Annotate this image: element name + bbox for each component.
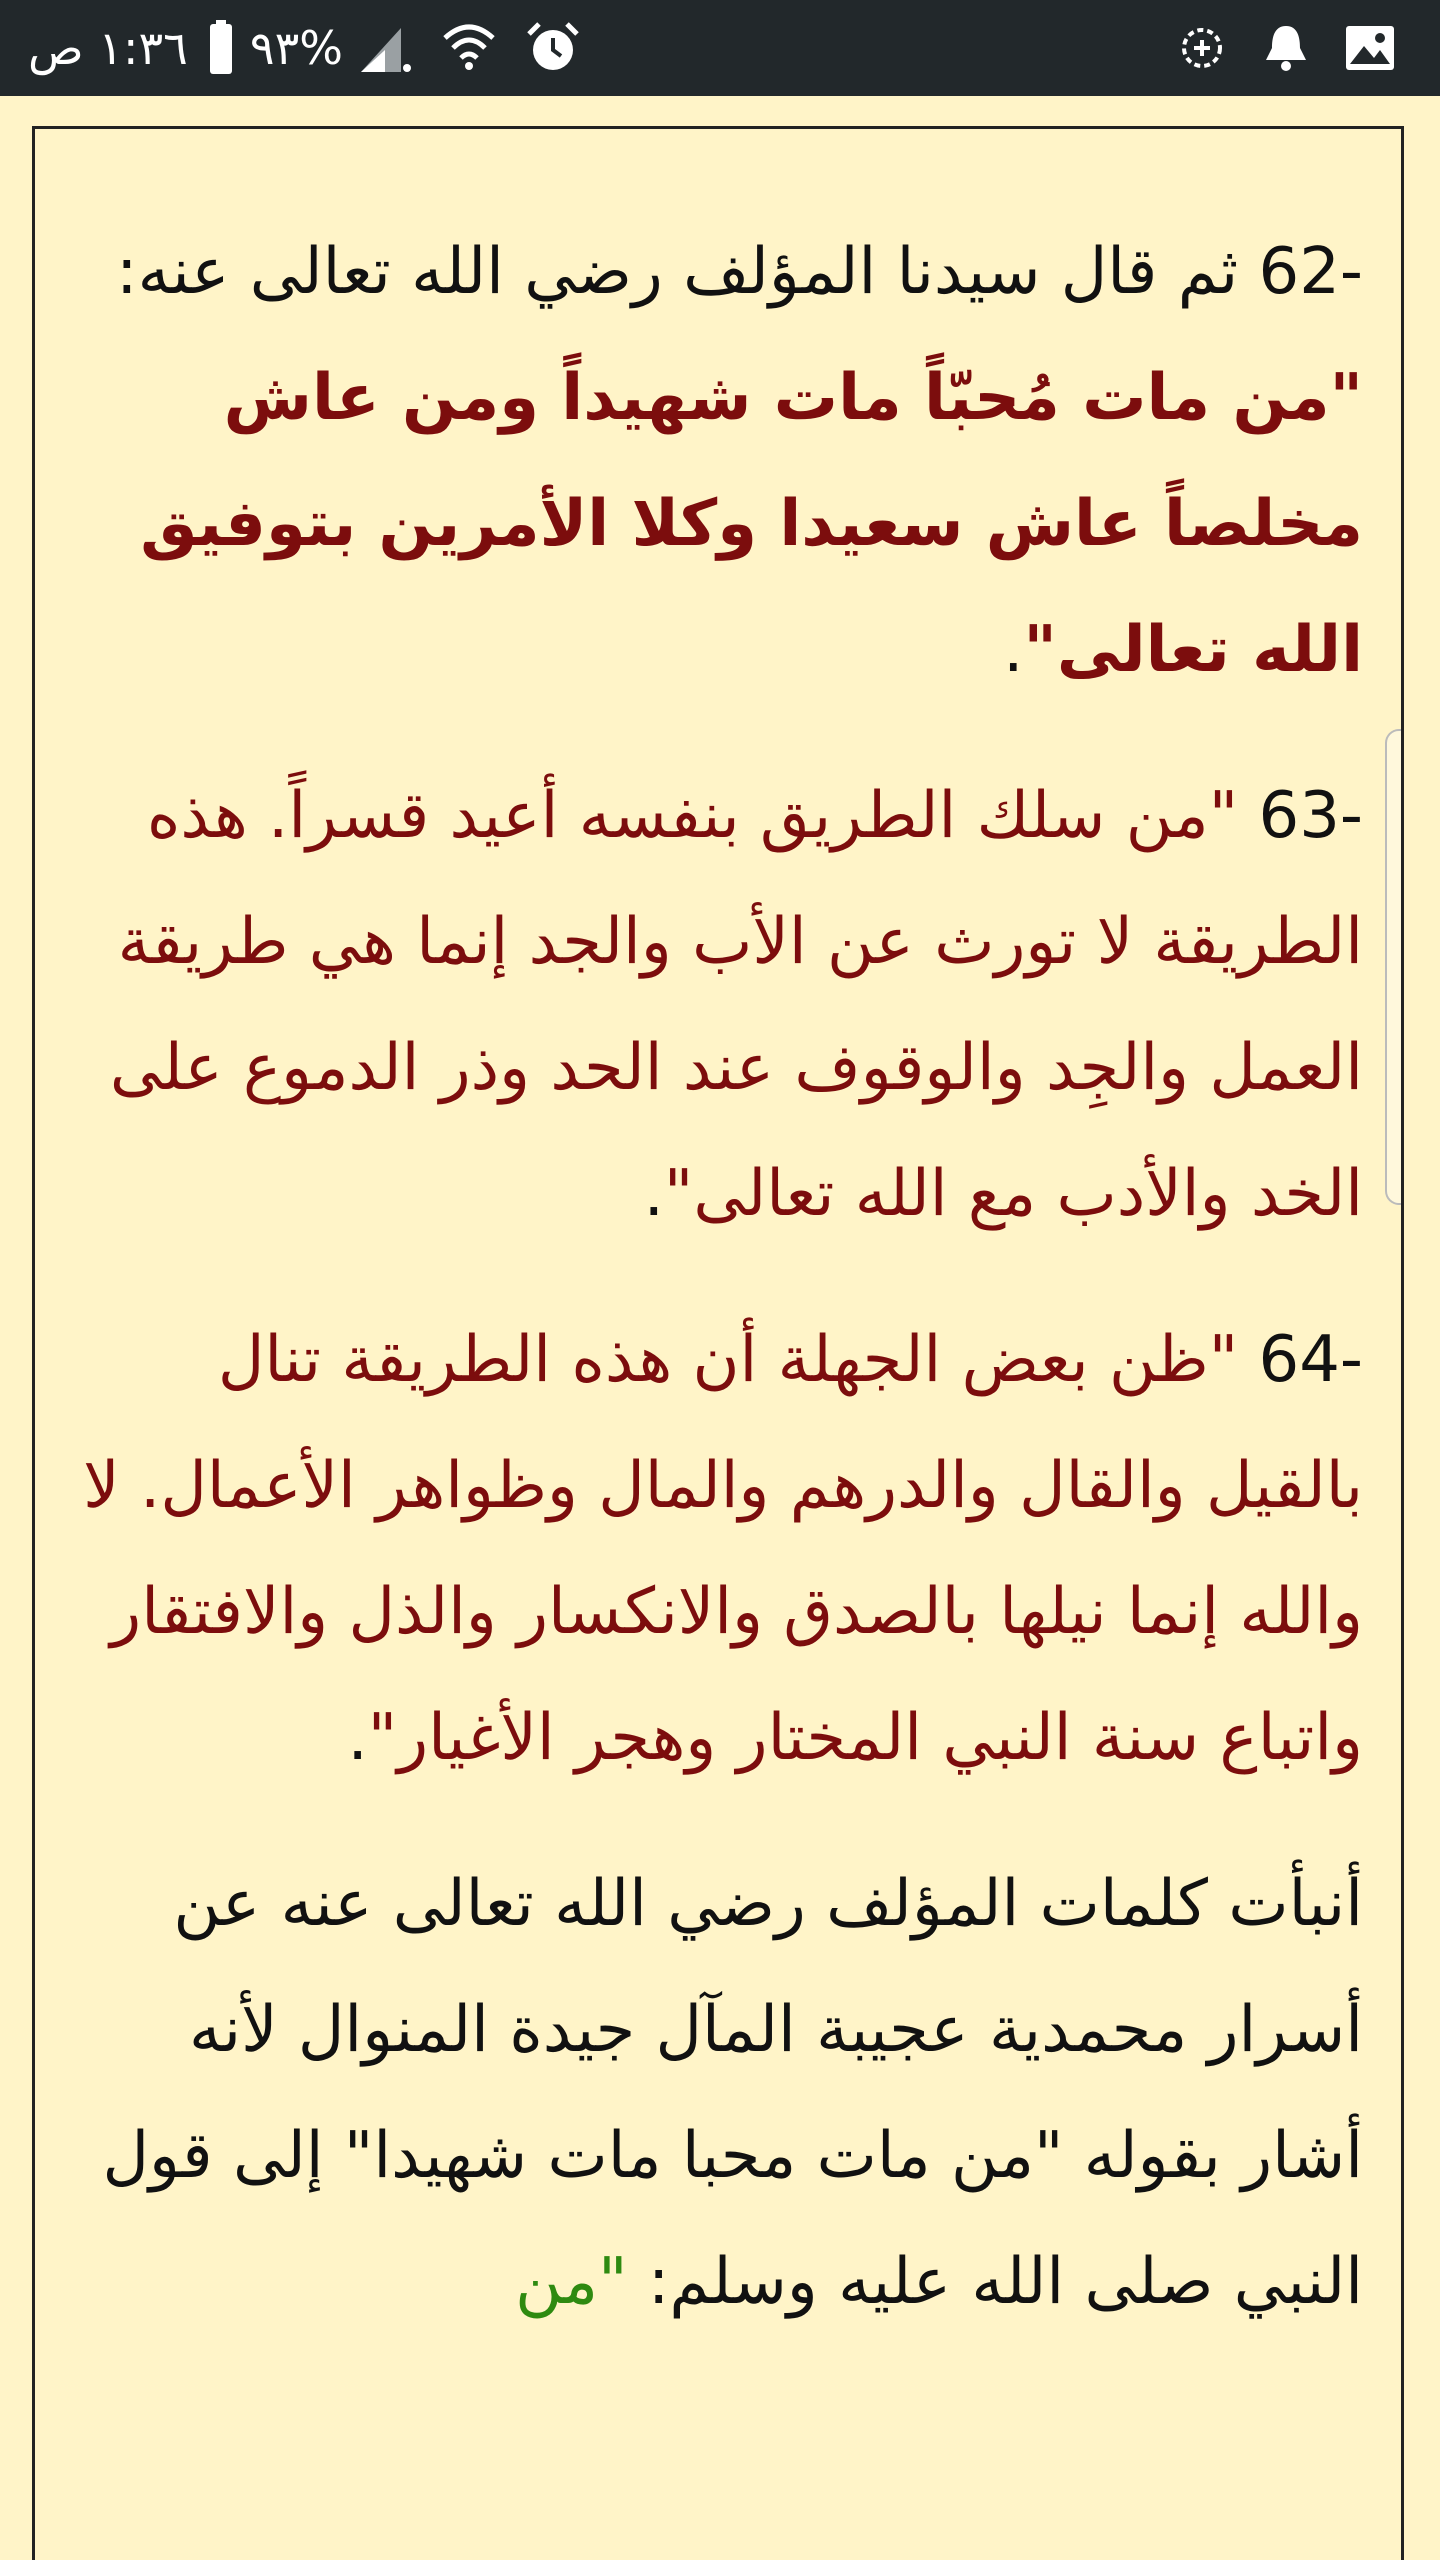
signal-icon [357,20,413,76]
status-right-group [1160,0,1412,96]
item-number: 62- [1258,235,1363,309]
paragraph-62 [63,209,1363,713]
paragraph-commentary [63,1841,1363,2345]
paragraph-end: . [347,1701,368,1775]
status-time: ١:٣٦ ص [28,21,188,75]
paragraph-64 [63,1297,1363,1801]
quote-text: "ظن بعض الجهلة أن هذه الطريقة تنال بالقيل والقال والدرهم والمال وظواهر الأعمال. لا والله إنما نيلها بالصدق والانكسار والذل والافتقار واتباع سنة النبي المختار وهجر الأغيار" [83,1323,1363,1775]
status-left-group [28,0,595,96]
status-bar [0,0,1440,96]
notification-bell-icon [1258,20,1314,76]
quote-text: "من سلك الطريق بنفسه أعيد قسراً. هذه الطريقة لا تورث عن الأب والجد إنما هي طريقة العمل والجِد والوقوف عند الحد وذر الدموع على الخد والأدب مع الله تعالى" [109,779,1363,1231]
hadith-quote-start: "من [515,2245,628,2319]
item-number: 63- [1258,779,1363,853]
quote-text: "من مات مُحبّاً مات شهيداً ومن عاش مخلصاً عاش سعيدا وكلا الأمرين بتوفيق الله تعالى" [140,361,1363,687]
scroll-handle[interactable] [1385,729,1401,1205]
image-icon [1342,20,1398,76]
commentary-text: أنبأت كلمات المؤلف رضي الله تعالى عنه عن أسرار محمدية عجيبة المآل جيدة المنوال لأنه أشار بقوله "من مات محبا مات شهيدا" إلى قول النبي صلى الله عليه وسلم: [102,1867,1363,2319]
alarm-icon [525,20,581,76]
article-text [63,209,1363,2385]
data-saver-icon [1174,20,1230,76]
paragraph-intro: ثم قال سيدنا المؤلف رضي الله تعالى عنه: [116,235,1259,309]
paragraph-end: . [1003,613,1024,687]
content-frame [32,126,1404,2560]
battery-icon [206,20,236,76]
paragraph-end: . [643,1157,664,1231]
item-number: 64- [1258,1323,1363,1397]
paragraph-63 [63,753,1363,1257]
wifi-icon [441,20,497,76]
battery-percentage: %٩٣ [249,21,344,75]
